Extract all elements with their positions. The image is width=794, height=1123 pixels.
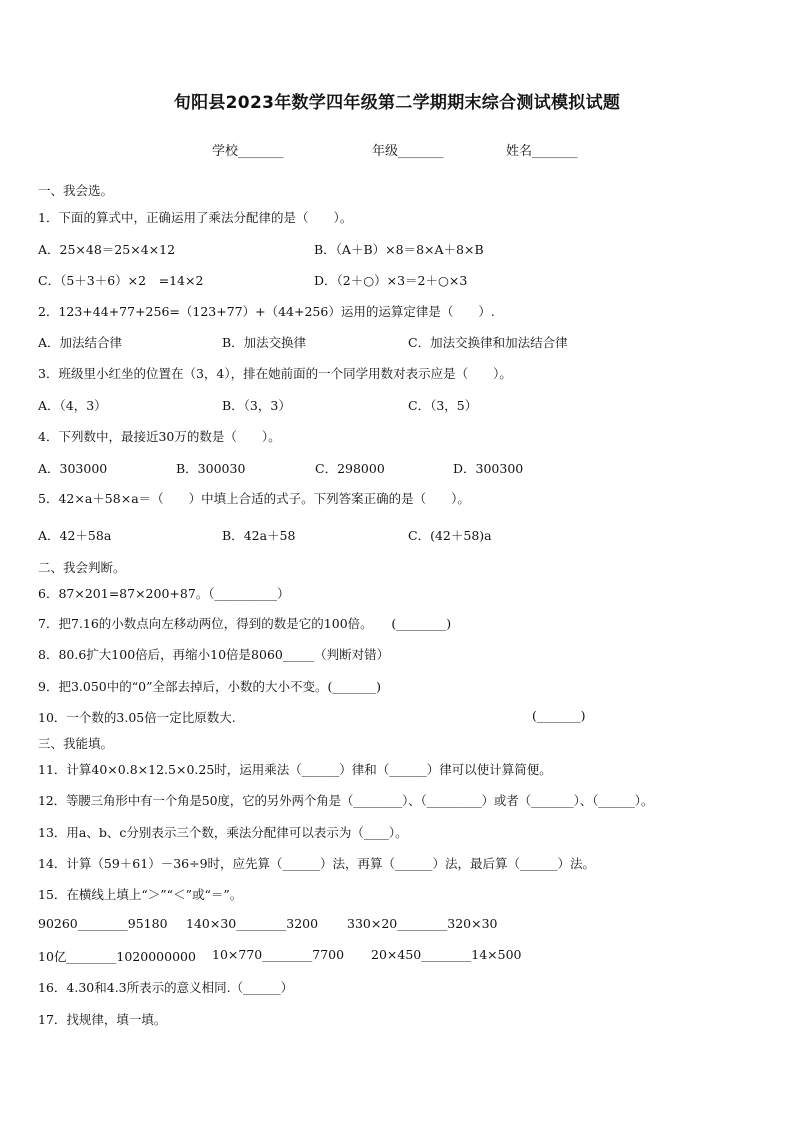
question-10: 10．一个数的3.05倍一定比原数大.	[38, 710, 236, 725]
q1-option-c: C．（5＋3＋6）×2 =14×2	[38, 273, 204, 288]
name-field: 姓名_______	[506, 144, 578, 159]
q15-compare-1: 90260________95180	[38, 916, 168, 931]
q5-expr-part3: ＝（ ）中填上合适的式子。下列答案正确的是（ ）。	[138, 491, 470, 506]
question-4: 4．下列数中，最接近30万的数是（ ）。	[38, 429, 281, 444]
question-5	[38, 489, 470, 507]
q5-option-b-expr2: ＋58	[267, 528, 296, 543]
school-field: 学校_______	[212, 144, 284, 159]
q2-option-b: B．加法交换律	[222, 335, 307, 350]
question-6: 6．87×201=87×200+87。（__________）	[38, 586, 290, 601]
q1-option-d: D．（2＋○）×3＝2＋○×3	[314, 273, 468, 288]
q15-compare-3: 330×20________320×30	[347, 916, 498, 931]
q4-option-a: A．303000	[38, 461, 108, 476]
q5-option-a-var: a	[103, 528, 112, 543]
q2-option-c: C．加法交换律和加法结合律	[408, 335, 568, 350]
question-2: 2．123+44+77+256=（123+77）+（44+256）运用的运算定律是（ ）.	[38, 304, 495, 319]
section-heading-choice: 一、我会选。	[38, 183, 114, 198]
question-11: 11．计算40×0.8×12.5×0.25时，运用乘法（______）律和（______）律可以使计算简便。	[38, 762, 552, 777]
q5-option-b	[222, 526, 295, 544]
q15-compare-6: 20×450________14×500	[371, 947, 522, 962]
q5-expr-part1: 42×	[58, 491, 85, 506]
question-7: 7．把7.16的小数点向左移动两位，得到的数是它的100倍。 (________)	[38, 616, 452, 631]
q15-compare-2: 140×30________3200	[186, 916, 319, 931]
question-16: 16．4.30和4.3所表示的意义相同.（______）	[38, 980, 294, 995]
q5-option-b-expr1: 42	[243, 528, 260, 543]
question-17: 17．找规律，填一填。	[38, 1012, 167, 1027]
q15-compare-4: 10亿________1020000000	[38, 949, 196, 964]
page-title: 旬阳县2023年数学四年级第二学期期末综合测试模拟试题	[173, 93, 621, 113]
q2-option-a: A．加法结合律	[38, 335, 123, 350]
question-9: 9．把3.050中的“0”全部去掉后，小数的大小不变。(_______)	[38, 679, 381, 694]
q5-var-a2: a	[131, 491, 139, 506]
section-heading-judge: 二、我会判断。	[38, 560, 126, 575]
q5-option-c-label: C．	[408, 528, 431, 543]
q5-var-a1: a	[84, 491, 93, 506]
question-1: 1．下面的算式中，正确运用了乘法分配律的是（ ）。	[38, 210, 353, 225]
q5-option-a-expr: 42＋58	[59, 528, 104, 543]
q5-option-c-var: a	[484, 528, 492, 543]
q5-option-c-expr: (42＋58)	[430, 528, 485, 543]
question-3: 3．班级里小红坐的位置在（3，4），排在她前面的一个同学用数对表示应是（ ）。	[38, 366, 512, 381]
q5-option-c	[408, 526, 492, 544]
q4-option-b: B．300030	[176, 461, 246, 476]
q3-option-a: A．（4，3）	[38, 398, 107, 413]
q4-option-c: C．298000	[315, 461, 385, 476]
section-heading-fill: 三、我能填。	[38, 736, 114, 751]
question-13: 13．用a、b、c分别表示三个数，乘法分配律可以表示为（____）。	[38, 825, 408, 840]
q3-option-b: B．（3，3）	[222, 398, 291, 413]
q15-compare-5: 10×770________7700	[212, 947, 345, 962]
question-15: 15．在横线上填上“＞”“＜”或“＝”。	[38, 887, 243, 902]
q5-option-b-var: a	[259, 528, 268, 543]
question-8: 8．80.6扩大100倍后，再缩小10倍是8060_____（判断对错）	[38, 647, 390, 662]
q5-option-a	[38, 526, 111, 544]
q3-option-c: C．（3，5）	[408, 398, 478, 413]
q1-option-b: B．（A＋B）×8＝8×A＋8×B	[314, 242, 484, 257]
q4-option-d: D．300300	[453, 461, 524, 476]
q10-answer-blank: (_______)	[532, 708, 586, 723]
grade-field: 年级_______	[372, 144, 444, 159]
q5-option-b-label: B．	[222, 528, 244, 543]
q1-option-a: A．25×48＝25×4×12	[38, 242, 176, 257]
q5-option-a-label: A．	[38, 528, 60, 543]
question-12: 12．等腰三角形中有一个角是50度，它的另外两个角是（________）、（_________）或者（_______）、（______）。	[38, 793, 654, 808]
q5-number: 5．	[38, 491, 59, 506]
question-14: 14．计算（59＋61）－36÷9时，应先算（______）法，再算（______）法，最后算（______）法。	[38, 856, 596, 871]
q5-expr-part2: ＋58×	[92, 491, 132, 506]
